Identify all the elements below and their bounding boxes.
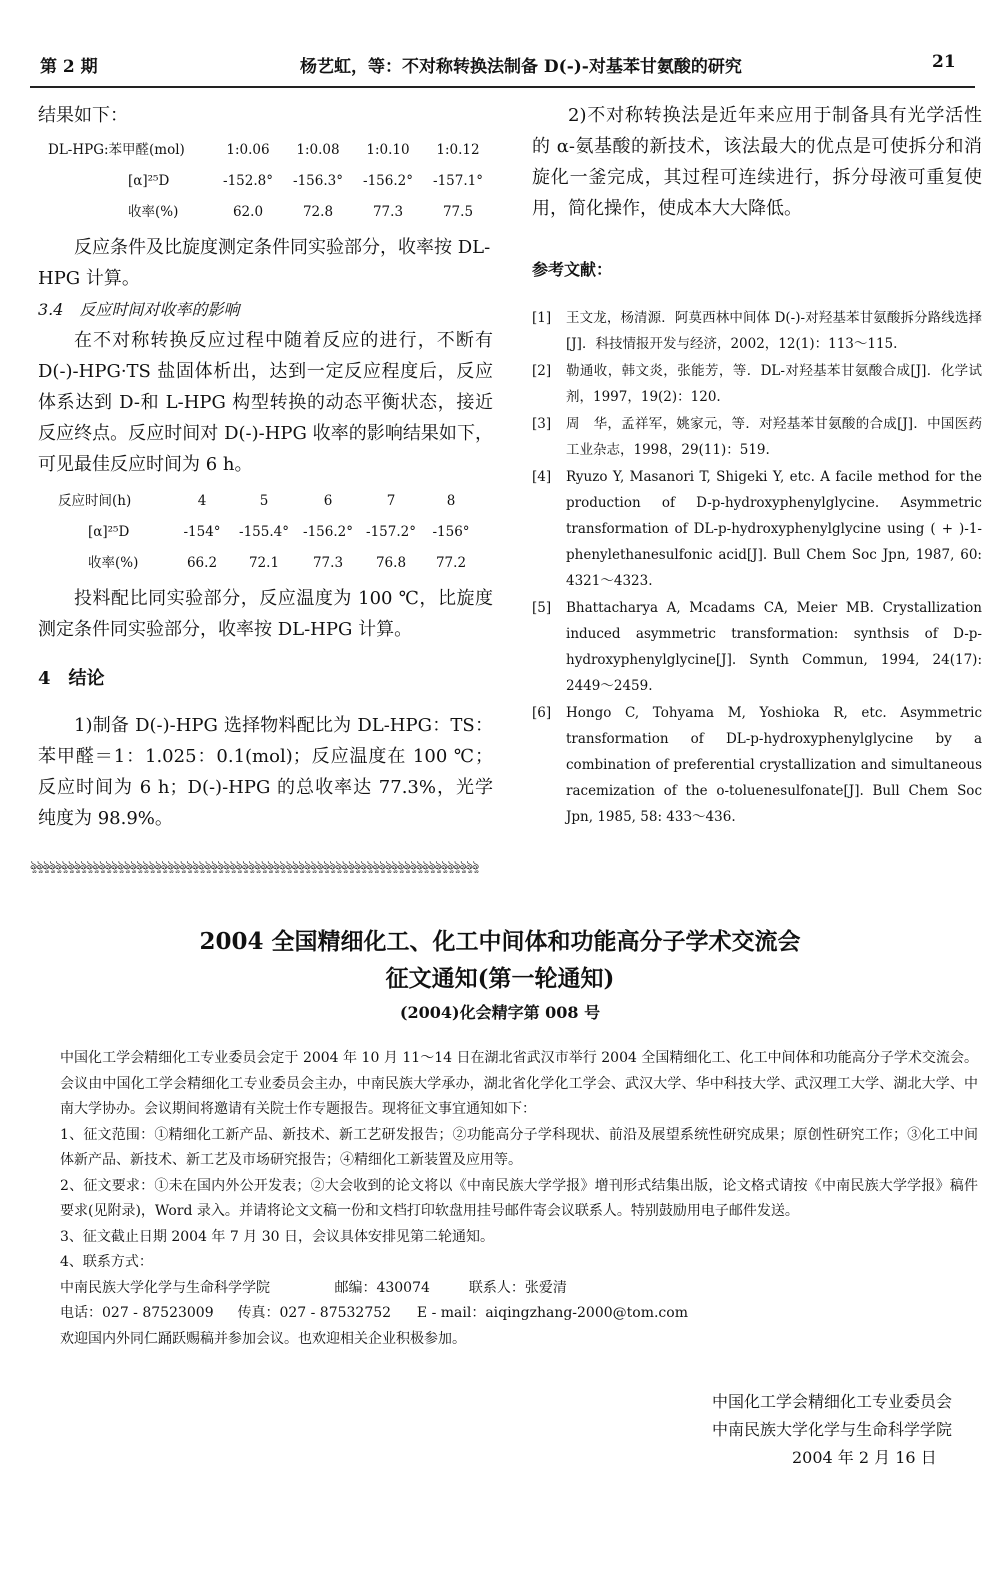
table-cell: -154°	[183, 524, 221, 540]
paragraph-reaction-time: 在不对称转换反应过程中随着反应的进行，不断有 D(-)-HPG·TS 盐固体析出，达到一定反应程度后，反应体系达到 D-和 L-HPG 构型转换的动态平衡状态，接近反应终点。反应时间对 D(-)-HPG 收率的影响结果如下，可见最佳反应时间为 6 h。	[38, 330, 493, 475]
ornament-divider: ৡৡৡৡৡৡৡৡৡৡৡৡৡৡৡৡৡৡৡৡৡৡৡৡৡৡৡৡৡৡৡৡৡৡৡৡৡৡৡৡৡৡৡৡৡৡৡৡৡৡৡৡৡৡৡৡৡৡৡৡৡৡৡৡৡৡৡৡৡৡৡৡ	[30, 858, 479, 872]
conclusion-item-1: 1)制备 D(-)-HPG 选择物料配比为 DL-HPG：TS：苯甲醛＝1：1.025：0.1(mol)；反应温度在 100 ℃；反应时间为 6 h；D(-)-HPG 的总收率达 77.3%，光学纯度为 98.9%。	[38, 715, 493, 829]
table-cell: -157.2°	[366, 524, 416, 540]
result-intro: 结果如下：	[38, 105, 128, 126]
contact-postcode: 邮编：430074	[334, 1279, 430, 1296]
table-cell: 77.2	[435, 555, 467, 571]
notice-title-line1: 2004 全国精细化工、化工中间体和功能高分子学术交流会	[199, 928, 801, 955]
table-cell: -156.2°	[363, 173, 413, 189]
table-cell: -155.4°	[239, 524, 289, 540]
reference-item	[532, 464, 982, 594]
table-cell: 62.0	[232, 204, 264, 220]
table-cell: 7	[386, 493, 396, 509]
table-cell: 8	[446, 493, 456, 509]
notice-body	[60, 1046, 978, 1352]
table-cell: -156°	[432, 524, 470, 540]
paragraph-conditions: 反应条件及比旋度测定条件同实验部分，收率按 DL-HPG 计算。	[38, 237, 491, 289]
contact-row-2	[60, 1301, 978, 1327]
signature-block	[712, 1388, 952, 1472]
reference-item	[532, 411, 982, 463]
table-cell: 1:0.06	[226, 142, 270, 158]
contact-phone: 电话：027 - 87523009	[60, 1305, 214, 1321]
table-cell: 1:0.12	[436, 142, 480, 158]
notice-welcome: 欢迎国内外同仁踊跃赐稿并参加会议。也欢迎相关企业积极参加。	[60, 1330, 466, 1347]
table-cell: 76.8	[375, 555, 407, 571]
contact-org: 中南民族大学化学与生命科学学院	[60, 1279, 270, 1296]
paragraph-feed: 投料配比同实验部分，反应温度为 100 ℃，比旋度测定条件同实验部分，收率按 DL-HPG 计算。	[38, 588, 493, 640]
table-cell: 5	[259, 493, 269, 509]
signature-org-2: 中南民族大学化学与生命科学学院	[712, 1420, 953, 1439]
reference-number: [4]	[532, 469, 552, 485]
table-row	[48, 197, 493, 228]
table-cell: 1:0.10	[366, 142, 410, 158]
table-cell: [α]²⁵D	[88, 524, 130, 540]
reference-item	[532, 700, 982, 830]
notice-item-4: 4、联系方式：	[60, 1254, 153, 1270]
reference-list	[532, 305, 982, 830]
table-cell: 77.3	[372, 204, 404, 220]
reference-text: Hongo C, Tohyama M, Yoshioka R, etc. Asymmetric transformation of DL-p-hydroxyphenylglycine by a combination of preferential crystallization and simultaneous racemization of the o-toluenesulfonate[J]. Bull Chem Soc Jpn, 1985, 58: 433～436.	[566, 705, 982, 825]
contact-email: E - mail：aiqingzhang-2000@tom.com	[416, 1305, 688, 1321]
page-number: 21	[932, 52, 956, 72]
reference-number: [1]	[532, 310, 552, 326]
table-cell: -157.1°	[433, 173, 483, 189]
table-cell: 72.1	[248, 555, 280, 571]
signature-date: 2004 年 2 月 16 日	[792, 1448, 937, 1467]
contact-person: 联系人：张爱清	[468, 1279, 567, 1296]
table-cell: 收率(%)	[128, 204, 179, 220]
contact-fax: 传真：027 - 87532752	[237, 1305, 392, 1321]
references-heading: 参考文献：	[532, 260, 613, 279]
conclusion-heading: 4 结论	[38, 668, 105, 689]
header-rule	[30, 86, 975, 88]
reference-number: [3]	[532, 416, 552, 432]
table-header-row	[58, 486, 479, 517]
table-header-row	[48, 135, 493, 166]
table-row	[58, 517, 479, 548]
table-row	[58, 548, 479, 579]
reference-text: Ryuzo Y, Masanori T, Shigeki Y, etc. A facile method for the production of D-p-hydroxyphenylglycine. Asymmetric transformation of DL-p-hydroxyphenylglycine using ( + )-1-phenylethanesulfonic acid[J]. Bull Chem Soc Jpn, 1987, 60: 4321～4323.	[566, 469, 982, 589]
notice-title-line2: 征文通知(第一轮通知)	[385, 965, 615, 992]
table-cell: -152.8°	[223, 173, 273, 189]
reference-text: 王文龙，杨清源．阿莫西林中间体 D(-)-对羟基苯甘氨酸拆分路线选择[J]．科技情报开发与经济，2002，12(1)：113～115.	[566, 310, 982, 352]
reference-number: [6]	[532, 705, 552, 721]
issue-number: 第 2 期	[40, 57, 98, 77]
table-cell: 77.5	[442, 204, 474, 220]
notice-item-3: 3、征文截止日期 2004 年 7 月 30 日，会议具体安排见第二轮通知。	[60, 1228, 494, 1245]
table-cell: 4	[197, 493, 207, 509]
table-cell: 6	[323, 493, 333, 509]
table-cell: 收率(%)	[88, 555, 139, 571]
ratio-table	[48, 135, 493, 228]
notice-intro: 中国化工学会精细化工专业委员会定于 2004 年 10 月 11～14 日在湖北省武汉市举行 2004 全国精细化工、化工中间体和功能高分子学术交流会。会议由中国化工学会精细化工专业委员会主办，中南民族大学承办，湖北省化学化工学会、武汉大学、华中科技大学、武汉理工大学、湖北大学、中南大学协办。会议期间将邀请有关院士作专题报告。现将征文事宜通知如下：	[60, 1050, 978, 1117]
table-cell: 77.3	[312, 555, 344, 571]
conclusion-item-2: 2)不对称转换法是近年来应用于制备具有光学活性的 α-氨基酸的新技术，该法最大的优点是可使拆分和消旋化一釜完成，其过程可连续进行，拆分母液可重复使用，简化操作，使成本大大降低。	[532, 105, 982, 219]
table-cell: 66.2	[186, 555, 218, 571]
reference-text: Bhattacharya A, Mcadams CA, Meier MB. Crystallization induced asymmetric transformation: synthsis of D-p-hydroxyphenylglycine[J]. Synth Commun, 1994, 24(17): 2449～2459.	[566, 600, 982, 694]
reference-item	[532, 358, 982, 410]
reference-number: [2]	[532, 363, 552, 379]
notice-item-2: 2、征文要求：①未在国内外公开发表；②大会收到的论文将以《中南民族大学学报》增刊形式结集出版，论文格式请按《中南民族大学学报》稿件要求(见附录)，Word 录入。并请将论文文稿一份和文档打印软盘用挂号邮件寄会议联系人。特别鼓励用电子邮件发送。	[60, 1177, 978, 1219]
contact-row-1	[60, 1276, 978, 1302]
table-cell: 72.8	[302, 204, 334, 220]
signature-org-1: 中国化工学会精细化工专业委员会	[712, 1392, 953, 1411]
table-cell: DL-HPG:苯甲醛(mol)	[48, 142, 185, 158]
notice-doc-number: (2004)化会精字第 008 号	[399, 1003, 601, 1022]
table-cell: 反应时间(h)	[58, 493, 132, 509]
reference-number: [5]	[532, 600, 552, 616]
reference-item	[532, 305, 982, 357]
reference-text: 勒通收，韩文炎，张能芳，等．DL-对羟基苯甘氨酸合成[J]．化学试剂，1997，19(2)：120.	[566, 363, 982, 405]
running-title: 杨艺虹，等：不对称转换法制备 D(-)-对基苯甘氨酸的研究	[300, 57, 742, 77]
table-row	[48, 166, 493, 197]
table-cell: [α]²⁵D	[128, 173, 170, 189]
right-column	[532, 100, 982, 831]
table-cell: 1:0.08	[296, 142, 340, 158]
table-cell: -156.3°	[293, 173, 343, 189]
section-heading-3-4: 3.4 反应时间对收率的影响	[38, 300, 240, 319]
left-column	[38, 100, 493, 834]
time-table	[58, 486, 479, 579]
reference-item	[532, 595, 982, 699]
notice-item-1: 1、征文范围：①精细化工新产品、新技术、新工艺研发报告；②功能高分子学科现状、前沿及展望系统性研究成果；原创性研究工作；③化工中间体新产品、新技术、新工艺及市场研究报告；④精细化工新装置及应用等。	[60, 1126, 978, 1168]
table-cell: -156.2°	[303, 524, 353, 540]
reference-text: 周 华，孟祥军，姚家元，等．对羟基苯甘氨酸的合成[J]．中国医药工业杂志，1998，29(11)：519.	[566, 416, 982, 458]
